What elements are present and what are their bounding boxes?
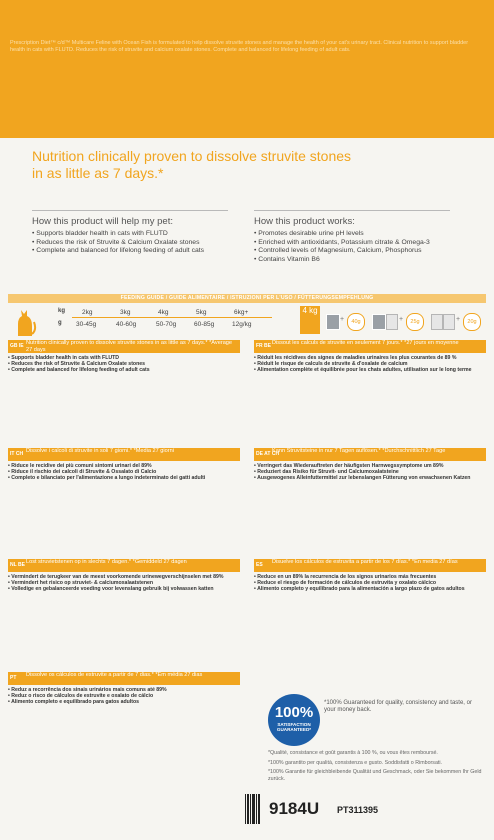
lang-bullets — [8, 687, 240, 706]
lang-title-bar — [8, 448, 240, 461]
top-fine-print: Prescription Diet™ c/d™ Multicare Feline with Ocean Fish is formulated to help dissolve struvite stones and manage the health of your cat's urinary tract. Clinical nutrition to support bladder health in cats with FLUTD. Reduces the risk of struvite and calcium oxalate stones. Complete and balanced for lifelong feeding of adult cats. — [10, 40, 469, 53]
lang-bullet: • Réduit les récidives des signes de maladies urinaires les plus courantes de 89 % — [254, 355, 486, 361]
left-section-title: How this product will help my pet: — [32, 216, 173, 227]
pouch-icon — [431, 314, 443, 330]
right-bullets — [254, 230, 454, 264]
lang-title-bar — [8, 340, 240, 353]
feeding-row-line — [72, 317, 272, 318]
can-icon — [372, 314, 386, 330]
lang-bullet: • Volledige en gebalanceerde voeding voor levenslang gebruik bij volwassen katten — [8, 586, 240, 592]
plus-icon: + — [456, 316, 461, 323]
left-bullet: • Complete and balanced for lifelong feeding of adult cats — [32, 247, 232, 256]
lang-body-text — [8, 595, 240, 665]
badge-percent: 100% — [274, 704, 314, 721]
lang-title: Dissolve os cálculos de estruvite a partir de 7 dias.* *Em média 27 dias — [26, 672, 203, 678]
satisfaction-badge — [268, 694, 320, 746]
lang-bullet: • Completo e bilanciato per l'alimentazione a lungo indeterminato dei gatti adulti — [8, 475, 240, 481]
amount-circle: 40g — [347, 313, 365, 331]
lang-bullet: • Verringert das Wiederauftreten der häufigsten Harnwegssymptome um 89% — [254, 463, 486, 469]
lang-bullet: • Supports bladder health in cats with FLUTD — [8, 355, 240, 361]
plus-icon: + — [340, 316, 345, 323]
product-code: 9184U — [269, 799, 320, 818]
weight-cell: 4kg — [158, 309, 169, 316]
amount-circle: 20g — [463, 313, 481, 331]
lang-bullet: • Alimentation complète et équilibrée pour les chats adultes, utilisation sur le long terme — [254, 367, 486, 373]
kg-label: kg — [58, 308, 66, 314]
lang-title: Dissout les calculs de struvite en seulement 7 jours.* *27 jours en moyenne — [272, 340, 459, 346]
plus-icon: + — [399, 316, 404, 323]
lang-bullets — [254, 355, 486, 374]
divider-left — [32, 210, 228, 211]
lang-bullet: • Riduce le recidive dei più comuni sintomi urinari del 89% — [8, 463, 240, 469]
grams-cell: 12g/kg — [232, 321, 252, 328]
lang-body-text — [254, 595, 486, 665]
lang-bullet: • Vermindert het risico op struviet- & calciumoxalaatstenen — [8, 580, 240, 586]
lang-bullet: • Réduit le risque de calculs de struvite & d'oxalate de calcium — [254, 361, 486, 367]
lang-bullet: • Riduce il rischio dei calcoli di Struvite & Ossalato di Calcio — [8, 469, 240, 475]
lang-body-text — [8, 376, 240, 442]
guarantee-fr: *Qualité, consistance et goût garantis à 100 %, ou vous êtes remboursé. — [268, 750, 438, 756]
left-bullet: • Supports bladder health in cats with FLUTD — [32, 230, 232, 239]
lang-bullet: • Alimento completo y equilibrado para la alimentación a largo plazo de gatos adultos — [254, 586, 486, 592]
lang-title: Nutrition clinically proven to dissolve struvite stones in as little as 7 days.* *Average 27 days — [26, 340, 233, 353]
lang-code: NL BE — [10, 562, 25, 568]
divider-right — [254, 210, 450, 211]
feeding-guide-header: FEEDING GUIDE / GUIDE ALIMENTAIRE / ISTRUZIONI PER L'USO / FÜTTERUNGSEMPFEHLUNG — [8, 294, 486, 303]
lang-title: Disuelve los cálculos de estruvita a partir de los 7 días.* *En media 27 días — [272, 559, 458, 565]
badge-caption: SATISFACTION GUARANTEED* — [276, 722, 312, 733]
right-bullet: • Controlled levels of Magnesium, Calcium, Phosphorus — [254, 247, 454, 256]
lang-title-bar — [254, 559, 486, 572]
weight-cell: 2kg — [82, 309, 93, 316]
grams-cell: 60-85g — [194, 321, 215, 328]
right-bullet: • Enriched with antioxidants, Potassium citrate & Omega-3 — [254, 239, 454, 248]
lang-title: Kann Struvitsteine in nur 7 Tagen auflösen.* *Durchschnittlich 27 Tage — [272, 448, 446, 454]
lang-bullet: • Reduce el riesgo de formación de cálculos de estruvita y oxalato cálcico — [254, 580, 486, 586]
lang-title-bar — [8, 672, 240, 685]
lang-bullet: • Reduziert das Risiko für Struvit- und Calciumoxalatsteine — [254, 469, 486, 475]
can-icon — [326, 314, 340, 330]
lang-code: GB IE — [10, 343, 24, 349]
lang-body-text — [254, 376, 486, 442]
top-band — [0, 0, 494, 138]
lang-title: Dissolve i calcoli di struvite in soli 7 giorni.* *Media 27 giorni — [26, 448, 174, 454]
lang-bullets — [8, 463, 240, 482]
lang-bullet: • Reduz a recorrência dos sinais urinários mais comuns até 89% — [8, 687, 240, 693]
guarantee-it: *100% garantito per qualità, consistenza e gusto. Soddisfatti o Rimborsati. — [268, 759, 443, 766]
guarantee-translations — [268, 750, 484, 782]
pouch-icon — [386, 314, 398, 330]
right-section-title: How this product works: — [254, 216, 355, 227]
lang-bullet: • Complete and balanced for lifelong feeding of adult cats — [8, 367, 240, 373]
lang-bullet: • Alimento completo e equilibrado para gatos adultos — [8, 699, 240, 705]
lang-title-bar — [8, 559, 240, 572]
lang-title-bar — [254, 448, 486, 461]
grams-cell: 40-60g — [116, 321, 137, 328]
pouch-icon — [443, 314, 455, 330]
lang-code: DE AT CH — [256, 451, 280, 457]
lang-body-text — [8, 484, 240, 552]
lang-bullets — [254, 463, 486, 482]
lang-body-text — [254, 484, 486, 552]
weight-cell: 3kg — [120, 309, 131, 316]
weight-cell: 5kg — [196, 309, 207, 316]
lang-bullet: • Reduce en un 89% la recurrencia de los signos urinarios más frecuentes — [254, 574, 486, 580]
lang-code: ES — [256, 562, 263, 568]
right-bullet: • Contains Vitamin B6 — [254, 256, 454, 265]
lot-number: PT311395 — [337, 805, 379, 815]
grams-cell: 30-45g — [76, 321, 97, 328]
left-bullet: • Reduces the risk of Struvite & Calcium Oxalate stones — [32, 239, 232, 248]
cat-silhouette-icon — [12, 306, 38, 338]
amount-circle: 25g — [406, 313, 424, 331]
right-bullet: • Promotes desirable urine pH levels — [254, 230, 454, 239]
lang-bullets — [254, 574, 486, 593]
lang-bullet: • Vermindert de terugkeer van de meest voorkomende urinewegverschijnselen met 89% — [8, 574, 240, 580]
grams-cell: 50-70g — [156, 321, 177, 328]
lang-code: PT — [10, 675, 17, 681]
lang-bullet: • Reduz o risco de cálculos de estruvite e oxalato de cálcio — [8, 693, 240, 699]
g-label: g — [58, 320, 62, 326]
lang-bullets — [8, 355, 240, 374]
weight-cell: 6kg+ — [234, 309, 249, 316]
lang-title: Lost struvietstenen op in slechts 7 dagen.* *Gemiddeld 27 dagen — [26, 559, 187, 565]
guarantee-text: *100% Guaranteed for quality, consistency and taste, or your money back. — [324, 700, 472, 714]
weight-badge: 4 kg — [300, 306, 320, 334]
guarantee-de: *100% Garantie für gleichbleibende Qualität und Geschmack, oder Sie bekommen Ihr Geld zurück. — [268, 769, 482, 782]
lang-body-text — [8, 708, 240, 836]
lang-code: IT CH — [10, 451, 24, 457]
lang-title-bar — [254, 340, 486, 353]
left-bullets — [32, 230, 232, 256]
lang-bullets — [8, 574, 240, 593]
lang-code: FR BE — [256, 343, 271, 349]
lang-bullet: • Ausgewogenes Alleinfuttermittel zur lebenslangen Fütterung von erwachsenen Katzen — [254, 475, 486, 481]
headline: Nutrition clinically proven to dissolve struvite stones in as little as 7 days.* — [32, 148, 352, 181]
lang-bullet: • Reduces the risk of Struvite & Calcium Oxalate stones — [8, 361, 240, 367]
barcode-icon — [244, 794, 262, 824]
